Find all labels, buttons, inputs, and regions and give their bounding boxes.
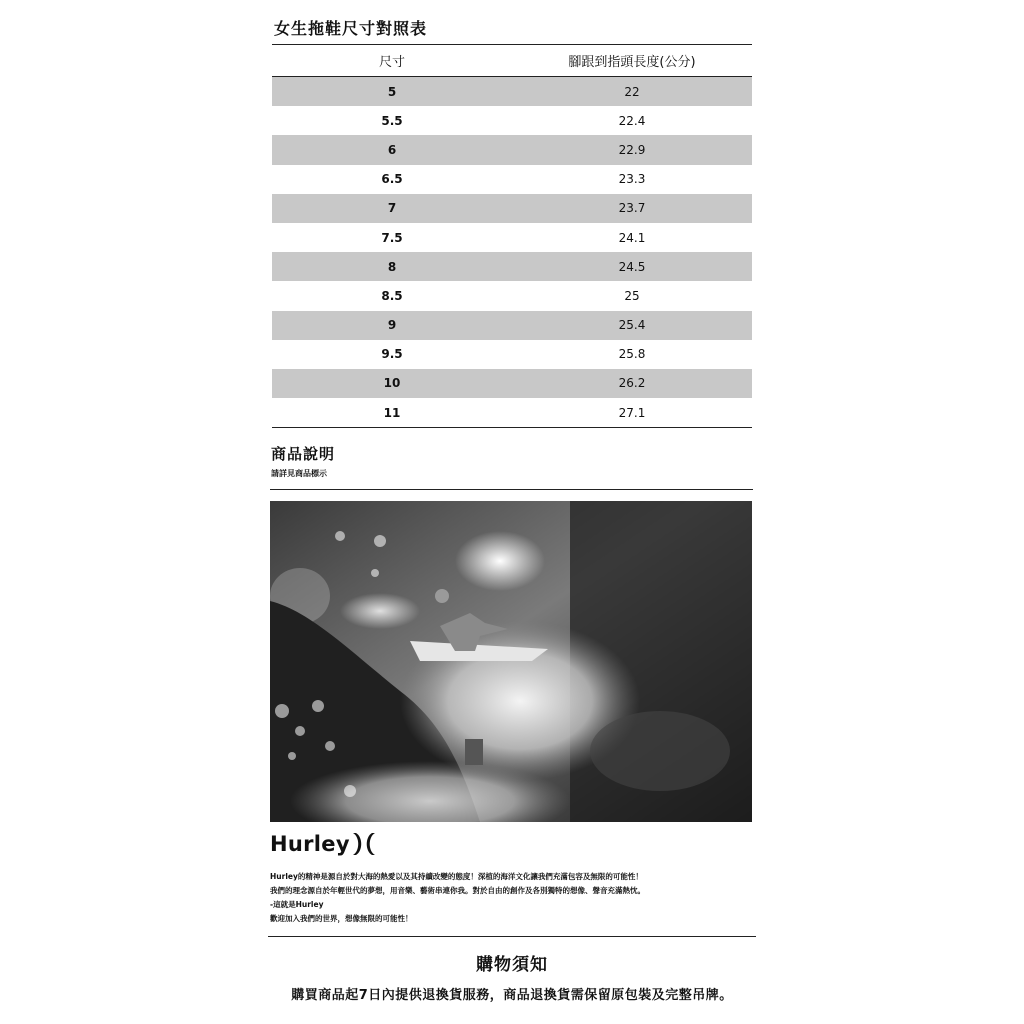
header-size: 尺寸: [378, 55, 405, 70]
length-cell: 22.4: [618, 113, 646, 128]
table-row: [272, 369, 752, 398]
divider: [270, 489, 753, 490]
length-cell: 27.1: [618, 405, 646, 420]
length-cell: 25: [624, 288, 640, 303]
size-cell: 5: [387, 84, 397, 99]
table-row: [272, 77, 752, 106]
table-row: [272, 135, 752, 164]
size-cell: 8: [387, 259, 397, 274]
size-cell: 7: [387, 201, 397, 216]
hurley-logo-mark-icon: [351, 832, 377, 856]
length-cell: 24.5: [618, 259, 646, 274]
table-row: [272, 106, 752, 135]
table-row: [272, 398, 752, 427]
size-cell: 10: [383, 376, 401, 391]
description-line: Hurley的精神是源自於對大海的熱愛以及其持續改變的態度！深植的海洋文化讓我們充滿包容及無限的可能性！: [270, 872, 643, 881]
table-body: [272, 77, 752, 427]
table-row: [272, 311, 752, 340]
shopping-notice-title: 購物須知: [476, 955, 548, 975]
divider: [268, 936, 756, 937]
hurley-logo-text: Hurley: [270, 832, 350, 856]
brand-description: [270, 870, 760, 926]
size-cell: 6.5: [381, 172, 403, 187]
surfer-photo-graphic: [270, 501, 752, 822]
table-row: [272, 223, 752, 252]
size-cell: 11: [383, 405, 401, 420]
size-cell: 8.5: [381, 288, 403, 303]
size-cell: 9: [387, 318, 397, 333]
size-cell: 7.5: [381, 230, 403, 245]
length-cell: 23.3: [618, 172, 646, 187]
product-section-title: 商品說明: [271, 445, 336, 463]
length-cell: 26.2: [618, 376, 646, 391]
length-cell: 22.9: [618, 142, 646, 157]
description-line: 我們的理念源自於年輕世代的夢想，用音樂、藝術串連你我。對於自由的創作及各別獨特的想像、聲音充滿熱忱。: [270, 886, 645, 895]
shopping-notice-text: 購買商品起7日內提供退換貨服務，商品退換貨需保留原包裝及完整吊牌。: [291, 988, 733, 1003]
description-line: -這就是Hurley: [270, 900, 324, 909]
product-subtitle: 請詳見商品標示: [271, 469, 327, 478]
table-header: [272, 45, 752, 77]
length-cell: 23.7: [618, 201, 646, 216]
length-cell: 24.1: [618, 230, 646, 245]
description-line: 歡迎加入我們的世界，想像無限的可能性！: [270, 914, 413, 923]
page-title: 女生拖鞋尺寸對照表: [274, 19, 428, 38]
hurley-logo: [270, 832, 377, 856]
length-cell: 22: [624, 84, 640, 99]
table-row: [272, 340, 752, 369]
surfer-photo: [270, 501, 752, 822]
table-row: [272, 281, 752, 310]
size-cell: 6: [387, 142, 397, 157]
size-chart-table: [272, 44, 752, 428]
length-cell: 25.8: [618, 347, 646, 362]
table-row: [272, 194, 752, 223]
size-cell: 9.5: [381, 347, 403, 362]
size-cell: 5.5: [381, 113, 403, 128]
table-row: [272, 252, 752, 281]
length-cell: 25.4: [618, 318, 646, 333]
table-row: [272, 165, 752, 194]
header-foot-length: 腳跟到指頭長度(公分): [568, 55, 696, 70]
